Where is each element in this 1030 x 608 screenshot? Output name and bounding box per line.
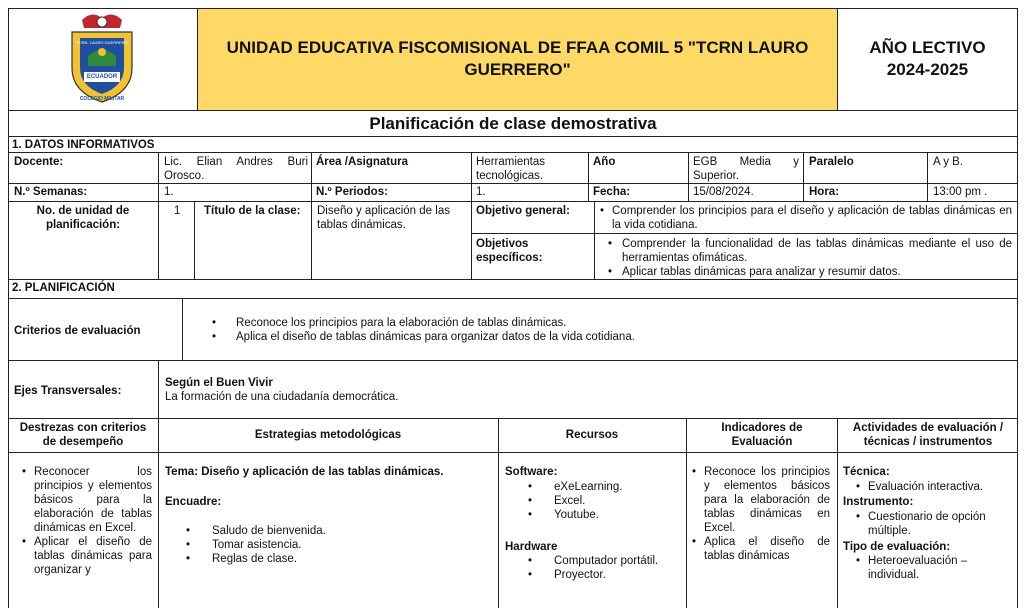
indicadores-list bbox=[692, 465, 830, 563]
list-item: • Reconoce los principios y elementos básicos para la elaboración de tablas dinámicas en Excel. bbox=[692, 465, 830, 535]
list-item: • Youtube. bbox=[528, 508, 683, 522]
logo-text-mid: ECUADOR bbox=[86, 74, 118, 80]
hora-label: Hora: bbox=[809, 186, 840, 198]
list-item: • Computador portátil. bbox=[528, 554, 683, 568]
estrategias-list bbox=[186, 524, 486, 566]
periodos-value: 1. bbox=[476, 186, 486, 198]
list-item: • Aplica el diseño de tablas dinámicas para organizar datos de la vida cotidiana. bbox=[204, 330, 1004, 344]
recursos-software-label: Software: bbox=[505, 466, 558, 478]
list-item: • Evaluación interactiva. bbox=[856, 480, 1014, 494]
docente-value: Lic. Elian Andres Buri Orosco. bbox=[164, 156, 308, 182]
logo-text-top: "TCRN. LAURO GUERRERO" bbox=[74, 40, 130, 45]
unidad-value: 1 bbox=[174, 205, 181, 217]
recursos-hardware-list bbox=[528, 554, 683, 582]
list-item: • Aplicar tablas dinámicas para analizar y resumir datos. bbox=[600, 265, 1012, 279]
list-item: • Saludo de bienvenida. bbox=[186, 524, 486, 538]
list-item: • Comprender la funcionalidad de las tablas dinámicas mediante el uso de herramientas ofimáticas. bbox=[600, 237, 1012, 265]
list-item: • Reglas de clase. bbox=[186, 552, 486, 566]
list-item: • Reconocer los principios y elementos básicos para la elaboración de tablas dinámicas en Excel. bbox=[22, 465, 152, 535]
destrezas-list bbox=[22, 465, 152, 577]
obj-general-list bbox=[600, 204, 1012, 232]
actividades-instrumento-label: Instrumento: bbox=[843, 496, 914, 508]
school-year-value: 2024-2025 bbox=[886, 60, 969, 79]
area-label: Área /Asignatura bbox=[316, 156, 409, 168]
list-item: • Aplicar el diseño de tablas dinámicas para organizar y bbox=[22, 535, 152, 577]
ejes-value: La formación de una ciudadanía democrática. bbox=[165, 391, 399, 403]
section1-title: 1. DATOS INFORMATIVOS bbox=[12, 139, 155, 151]
fecha-value: 15/08/2024. bbox=[693, 186, 754, 198]
actividades-tecnica-label: Técnica: bbox=[843, 466, 890, 478]
col-header-indicadores: Indicadores de Evaluación bbox=[721, 422, 803, 448]
list-item: • Proyector. bbox=[528, 568, 683, 582]
criterios-label: Criterios de evaluación bbox=[14, 325, 141, 337]
semanas-label: N.º Semanas: bbox=[14, 186, 88, 198]
school-name: UNIDAD EDUCATIVA FISCOMISIONAL DE FFAA COMIL 5 "TCRN LAURO GUERRERO" bbox=[226, 38, 809, 79]
criterios-list bbox=[204, 316, 1004, 344]
ejes-label: Ejes Transversales: bbox=[14, 385, 122, 397]
col-header-destrezas: Destrezas con criterios de desempeño bbox=[19, 422, 147, 448]
paralelo-value: A y B. bbox=[933, 156, 964, 168]
semanas-value: 1. bbox=[164, 186, 174, 198]
school-year-label: AÑO LECTIVO bbox=[869, 38, 986, 57]
section2-title: 2. PLANIFICACIÓN bbox=[12, 282, 115, 294]
recursos-hardware-label: Hardware bbox=[505, 541, 558, 553]
estrategias-encuadre: Encuadre: bbox=[165, 496, 222, 508]
fecha-label: Fecha: bbox=[593, 186, 631, 198]
col-header-actividades: Actividades de evaluación / técnicas / instrumentos bbox=[852, 422, 1004, 448]
titulo-value: Diseño y aplicación de las tablas dinámicas. bbox=[317, 205, 450, 231]
list-item: • Tomar asistencia. bbox=[186, 538, 486, 552]
obj-especificos-list bbox=[600, 237, 1012, 279]
ano-label: Año bbox=[593, 156, 616, 168]
ano-value: EGB Media y Superior. bbox=[693, 156, 799, 182]
actividades-instrumento-list bbox=[856, 510, 1014, 538]
list-item: • Comprender los principios para el diseño y aplicación de tablas dinámicas en la vida cotidiana. bbox=[600, 204, 1012, 232]
list-item: • Cuestionario de opción múltiple. bbox=[856, 510, 1014, 538]
actividades-tipo-list bbox=[856, 554, 996, 582]
actividades-tipo-label: Tipo de evaluación: bbox=[843, 541, 951, 553]
area-value: Herramientas tecnológicas. bbox=[476, 156, 546, 182]
page-title: Planificación de clase demostrativa bbox=[369, 114, 657, 133]
recursos-software-list bbox=[528, 480, 683, 522]
docente-label: Docente: bbox=[14, 156, 64, 168]
paralelo-label: Paralelo bbox=[809, 156, 854, 168]
list-item: • eXeLearning. bbox=[528, 480, 683, 494]
unidad-label: No. de unidad de planificación: bbox=[36, 205, 130, 231]
actividades-tecnica-list bbox=[856, 480, 1014, 494]
hora-value: 13:00 pm . bbox=[933, 186, 988, 198]
list-item: • Reconoce los principios para la elaboración de tablas dinámicas. bbox=[204, 316, 1004, 330]
school-logo bbox=[62, 10, 142, 106]
list-item: • Excel. bbox=[528, 494, 683, 508]
obj-especificos-label: Objetivos específicos: bbox=[476, 238, 543, 264]
ejes-heading: Según el Buen Vivir bbox=[165, 377, 273, 389]
col-header-estrategias: Estrategias metodológicas bbox=[254, 429, 402, 441]
list-item: • Aplica el diseño de tablas dinámicas bbox=[692, 535, 830, 563]
list-item: • Heteroevaluación – individual. bbox=[856, 554, 996, 582]
titulo-label: Título de la clase: bbox=[204, 205, 301, 217]
estrategias-tema: Tema: Diseño y aplicación de las tablas dinámicas. bbox=[165, 466, 444, 478]
periodos-label: N.º Periodos: bbox=[316, 186, 388, 198]
logo-text-bottom: COLEGIO MILITAR bbox=[79, 96, 125, 102]
col-header-recursos: Recursos bbox=[565, 429, 619, 441]
obj-general-label: Objetivo general: bbox=[476, 205, 570, 217]
